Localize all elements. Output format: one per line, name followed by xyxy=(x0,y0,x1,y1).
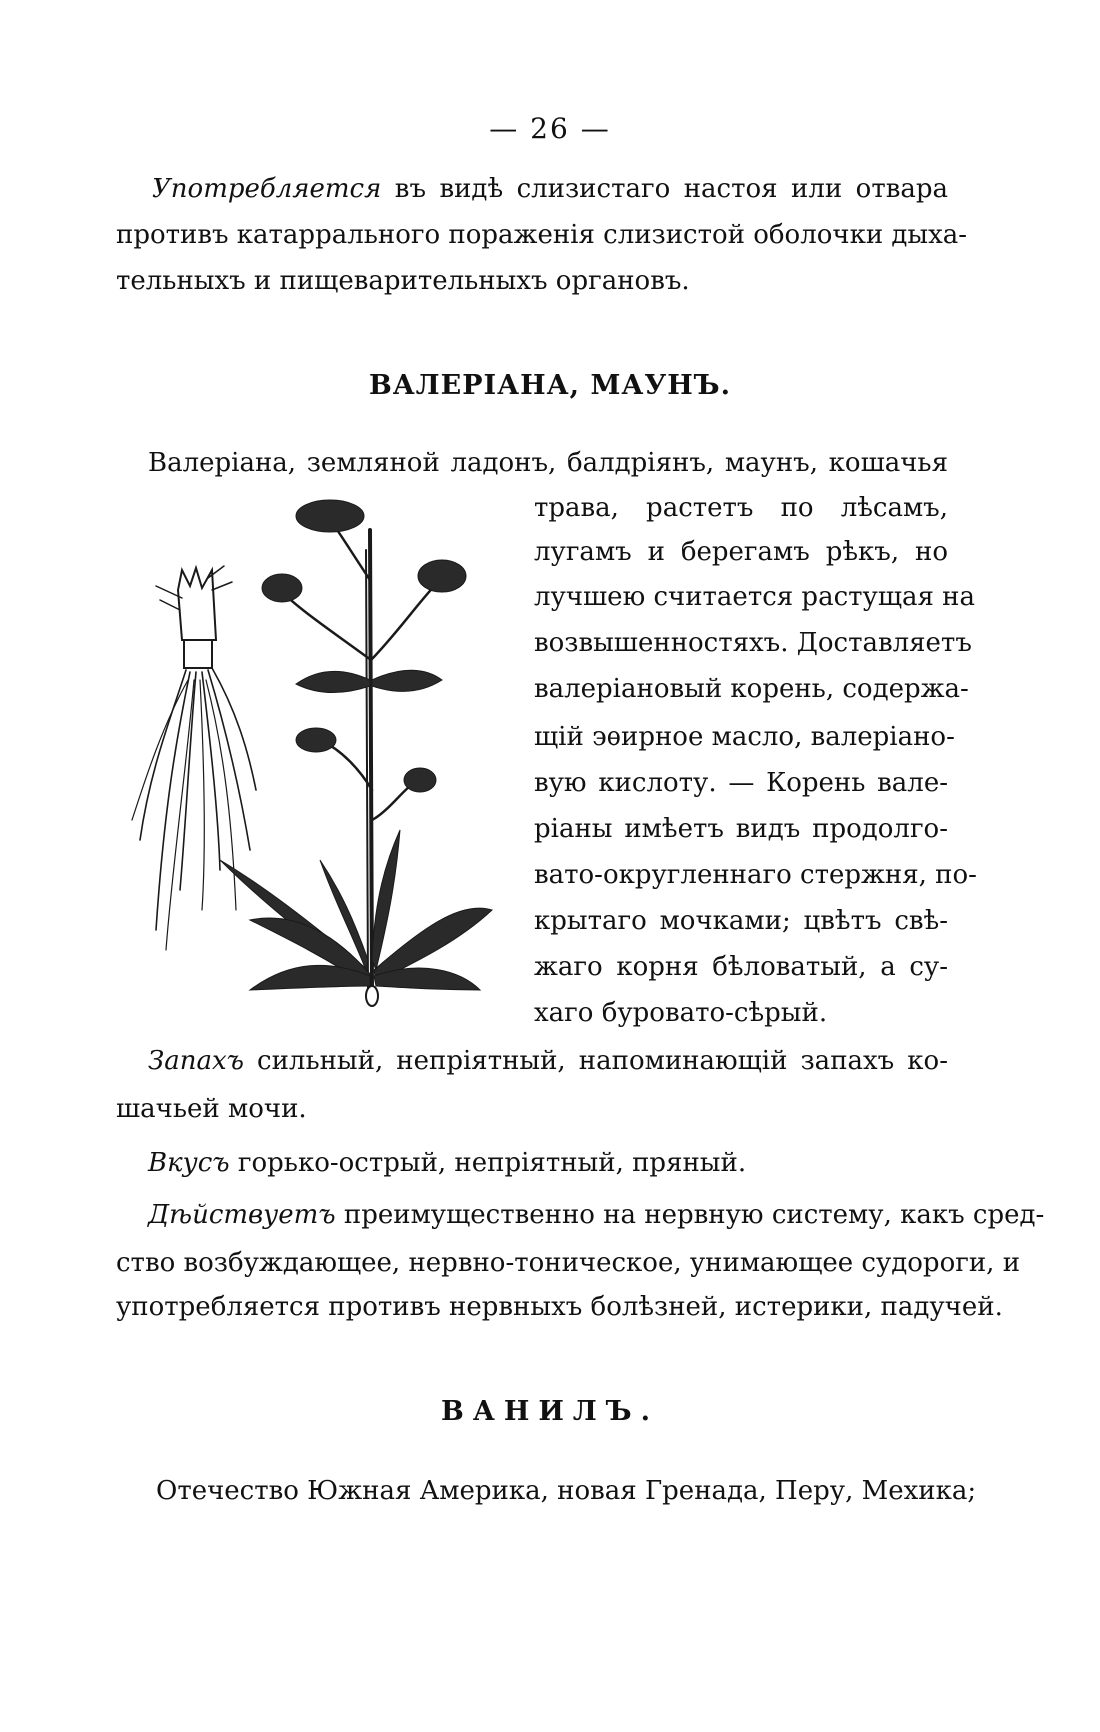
valeriana-wrap-line: возвышенностяхъ. Доставляетъ xyxy=(534,628,972,658)
valeriana-wrap-line: крытаго мочками; цвѣтъ свѣ- xyxy=(534,906,948,936)
action-line-1-text: преимущественно на нервную систему, какъ сред- xyxy=(335,1200,1045,1230)
valeriana-wrap-line: лучшею считается растущая на xyxy=(534,582,975,612)
valerian-root-illustration xyxy=(132,566,256,950)
intro-line-1-text: въ видѣ слизистаго настоя или отвара xyxy=(381,174,948,204)
valeriana-wrap-line: вую кислоту. — Корень вале- xyxy=(534,768,948,798)
taste-line-text: горько-острый, непріятный, пряный. xyxy=(229,1148,747,1178)
taste-line xyxy=(148,1146,746,1180)
valeriana-wrap-line: вато-округленнаго стержня, по- xyxy=(534,860,977,890)
valeriana-wrap-line: трава, растетъ по лѣсамъ, xyxy=(534,493,948,523)
valeriana-wrap-line: жаго корня бѣловатый, а су- xyxy=(534,952,948,982)
section-title-vanil: ВАНИЛЪ. xyxy=(441,1396,659,1427)
intro-line-3: тельныхъ и пищеварительныхъ органовъ. xyxy=(116,266,690,296)
action-line-1 xyxy=(148,1198,1045,1232)
intro-lead-word: Употребляется xyxy=(152,174,382,204)
intro-line-2: противъ катаррального пораженія слизистой оболочки дыха- xyxy=(116,220,968,250)
valerian-plant-illustration xyxy=(120,490,500,1020)
action-lead-word: Дѣйствуетъ xyxy=(148,1200,336,1230)
page-number: — 26 — xyxy=(489,112,611,145)
valeriana-wrap-line: ріаны имѣетъ видъ продолго- xyxy=(534,814,948,844)
action-line-3: употребляется противъ нервныхъ болѣзней, истерики, падучей. xyxy=(116,1292,1003,1322)
vanil-line-1: Отечество Южная Америка, новая Гренада, Перу, Мехика; xyxy=(156,1476,977,1506)
section-title-valeriana: ВАЛЕРІАНА, МАУНЪ. xyxy=(368,370,731,401)
smell-line-1-text: сильный, непріятный, напоминающій запахъ ко- xyxy=(243,1046,948,1076)
smell-line-1 xyxy=(148,1044,948,1078)
valeriana-wrap-line: хаго буровато-сѣрый. xyxy=(534,998,828,1028)
valeriana-wrap-line: щій эѳирное масло, валеріано- xyxy=(534,722,955,752)
smell-lead-word: Запахъ xyxy=(148,1046,244,1076)
valeriana-wrap-line: валеріановый корень, содержа- xyxy=(534,674,969,704)
action-line-2: ство возбуждающее, нервно-тоническое, унимающее судороги, и xyxy=(116,1248,1021,1278)
valeriana-first-line: Валеріана, земляной ладонъ, балдріянъ, маунъ, кошачья xyxy=(148,448,948,478)
valeriana-wrap-line: лугамъ и берегамъ рѣкъ, но xyxy=(534,537,948,567)
taste-lead-word: Вкусъ xyxy=(148,1148,230,1178)
smell-line-2: шачьей мочи. xyxy=(116,1094,307,1124)
intro-line-1 xyxy=(152,172,948,206)
